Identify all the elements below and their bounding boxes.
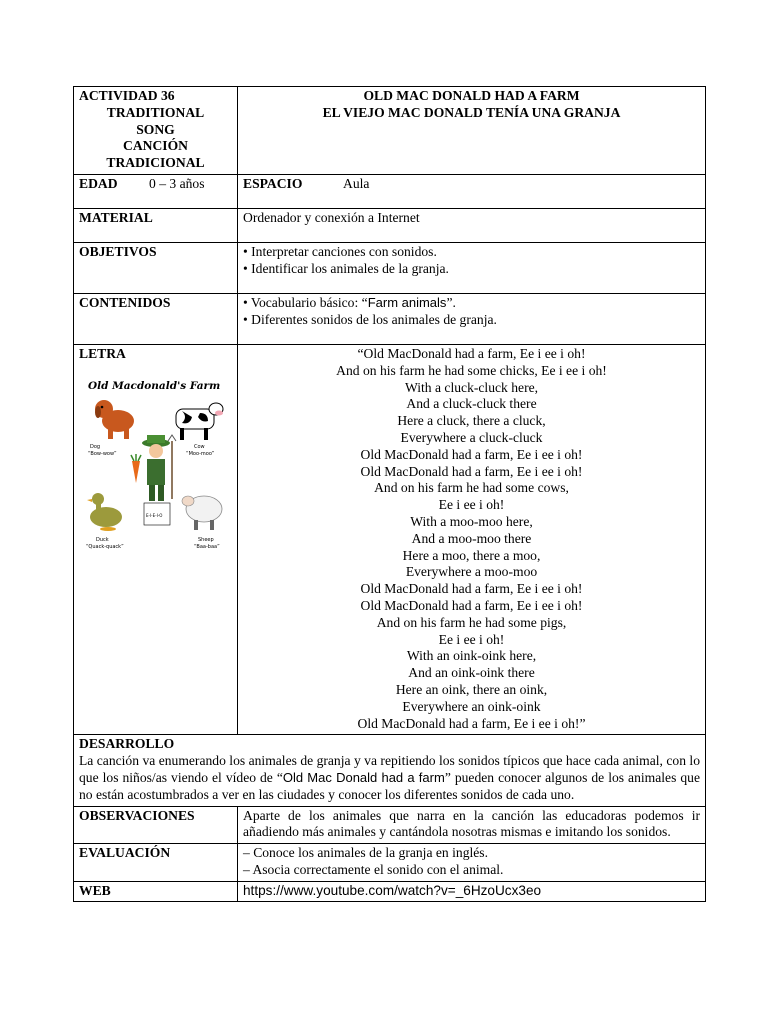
- activity-table: [73, 86, 706, 902]
- edad-label: EDAD: [79, 175, 118, 191]
- web-link[interactable]: https://www.youtube.com/watch?v=_6HzoUcx3eo: [238, 881, 706, 902]
- objetivo-item: • Identificar los animales de la granja.: [243, 260, 449, 276]
- lyrics-line: Here an oink, there an oink,: [395, 681, 548, 697]
- evaluacion-item: – Asocia correctamente el sonido con el animal.: [243, 861, 504, 877]
- objetivos-row: [74, 242, 706, 293]
- contenido-item: • Diferentes sonidos de los animales de granja.: [243, 311, 497, 327]
- lyrics-line: And a cluck-cluck there: [406, 396, 537, 412]
- title-english: OLD MAC DONALD HAD A FARM: [363, 88, 580, 103]
- activity-type-es-2: TRADICIONAL: [106, 155, 205, 171]
- illustration-title: Old Macdonald's Farm: [88, 379, 221, 392]
- lyrics-line: Here a cluck, there a cluck,: [397, 413, 546, 429]
- dog-icon: [95, 400, 134, 439]
- desarrollo-text-start: La canción va enumerando los animales de granja y va repitiendo los sonidos típicos que hace cada animal, con lo que los niños/as viendo el vídeo de “: [79, 753, 700, 785]
- contenidos-row: [74, 293, 706, 344]
- edad-cell: [74, 174, 238, 208]
- lyrics-cell: [238, 344, 706, 734]
- dog-label: Dog: [90, 443, 101, 450]
- lyrics-line: Old MacDonald had a farm, Ee i ee i oh!: [360, 581, 583, 597]
- desarrollo-cell: [74, 735, 706, 806]
- evaluacion-cell: [238, 844, 706, 882]
- material-label: MATERIAL: [74, 208, 238, 242]
- observaciones-row: [74, 806, 706, 844]
- observaciones-label: OBSERVACIONES: [74, 806, 238, 844]
- contenidos-label: CONTENIDOS: [74, 293, 238, 344]
- farm-animals-illustration: [84, 375, 234, 565]
- title-cell: [238, 87, 706, 175]
- espacio-label: ESPACIO: [243, 175, 303, 191]
- lyrics-line: Everywhere an oink-oink: [402, 698, 541, 714]
- activity-type-es-1: CANCIÓN: [123, 138, 188, 154]
- activity-card: [73, 86, 705, 902]
- lyrics-lines: [243, 346, 700, 732]
- web-label: WEB: [74, 881, 238, 902]
- letra-label-cell: [74, 344, 238, 734]
- objetivos-label: OBJETIVOS: [74, 242, 238, 293]
- activity-type-en-1: TRADITIONAL: [106, 104, 205, 120]
- sign-text: E-I-E-I-O: [146, 512, 163, 518]
- contenidos-cell: [238, 293, 706, 344]
- header-row: [74, 87, 706, 175]
- title-spanish: EL VIEJO MAC DONALD TENÍA UNA GRANJA: [322, 104, 621, 120]
- sheep-label: Sheep: [198, 536, 214, 543]
- sheep-icon: [182, 496, 222, 530]
- edad-value: 0 – 3 años: [149, 175, 205, 191]
- cow-icon: [176, 403, 223, 440]
- sheep-sound: “Baa-baa”: [194, 543, 220, 550]
- lyrics-line: Old MacDonald had a farm, Ee i ee i oh!: [360, 597, 583, 613]
- letra-row: [74, 344, 706, 734]
- lyrics-line: With a moo-moo here,: [410, 513, 533, 529]
- duck-sound: “Quack-quack”: [86, 543, 124, 550]
- desarrollo-row: [74, 735, 706, 806]
- lyrics-line: And on his farm he had some cows,: [374, 480, 569, 496]
- activity-type-en-2: SONG: [136, 121, 175, 137]
- lyrics-line: “Old MacDonald had a farm, Ee i ee i oh!: [357, 345, 586, 361]
- activity-label-cell: [74, 87, 238, 175]
- desarrollo-text: [79, 753, 700, 803]
- lyrics-line: Here a moo, there a moo,: [402, 547, 541, 563]
- lyrics-line: Everywhere a cluck-cluck: [400, 429, 543, 445]
- cow-label: Cow: [194, 443, 205, 450]
- contenido-text: • Vocabulario básico: “: [243, 294, 368, 310]
- edad-espacio-row: [74, 174, 706, 208]
- evaluacion-item: – Conoce los animales de la granja en inglés.: [243, 845, 488, 861]
- lyrics-line: Old MacDonald had a farm, Ee i ee i oh!: [360, 446, 583, 462]
- desarrollo-label: DESARROLLO: [79, 736, 175, 752]
- lyrics-line: And an oink-oink there: [408, 665, 535, 681]
- desarrollo-song-title: Old Mac Donald had a farm: [282, 769, 445, 785]
- contenido-item: [243, 295, 700, 312]
- objetivos-cell: [238, 242, 706, 293]
- lyrics-line: Ee i ee i oh!: [438, 631, 505, 647]
- dog-sound: “Bow-wow”: [88, 450, 117, 457]
- desarrollo-text-end: ” pueden conocer algunos de los animales que no están acostumbrados a ver en las ciudades y conocer los diferentes sonidos de cada uno.: [79, 769, 700, 802]
- web-row: [74, 881, 706, 902]
- lyrics-line: Everywhere a moo-moo: [405, 564, 538, 580]
- duck-label: Duck: [96, 536, 109, 543]
- farmer-icon: [142, 435, 176, 501]
- farm-sign-icon: [144, 503, 170, 525]
- lyrics-line: And a moo-moo there: [411, 530, 532, 546]
- observaciones-text: Aparte de los animales que narra en la canción las educadoras podemos ir añadiendo más animales y cantándola nosotras mismas e imitando los sonidos.: [238, 806, 706, 844]
- carrot-icon: [131, 454, 141, 483]
- lyrics-line: Ee i ee i oh!: [438, 497, 505, 513]
- lyrics-line: With a cluck-cluck here,: [404, 379, 539, 395]
- letra-label: LETRA: [79, 345, 126, 361]
- activity-number: ACTIVIDAD 36: [79, 88, 175, 103]
- contenido-text-end: ”.: [446, 294, 456, 310]
- lyrics-line: And on his farm he had some chicks, Ee i ee i oh!: [336, 362, 607, 378]
- lyrics-line: And on his farm he had some pigs,: [376, 614, 567, 630]
- lyrics-line: With an oink-oink here,: [406, 648, 537, 664]
- espacio-value: Aula: [343, 175, 370, 191]
- material-row: [74, 208, 706, 242]
- duck-icon: [87, 493, 122, 531]
- evaluacion-row: [74, 844, 706, 882]
- contenido-term: Farm animals: [367, 294, 447, 310]
- lyrics-line: Old MacDonald had a farm, Ee i ee i oh!”: [357, 715, 586, 731]
- evaluacion-label: EVALUACIÓN: [74, 844, 238, 882]
- objetivo-item: • Interpretar canciones con sonidos.: [243, 243, 437, 259]
- cow-sound: “Moo-moo”: [186, 450, 215, 457]
- espacio-cell: [238, 174, 706, 208]
- lyrics-line: Old MacDonald had a farm, Ee i ee i oh!: [360, 463, 583, 479]
- material-value: Ordenador y conexión a Internet: [238, 208, 706, 242]
